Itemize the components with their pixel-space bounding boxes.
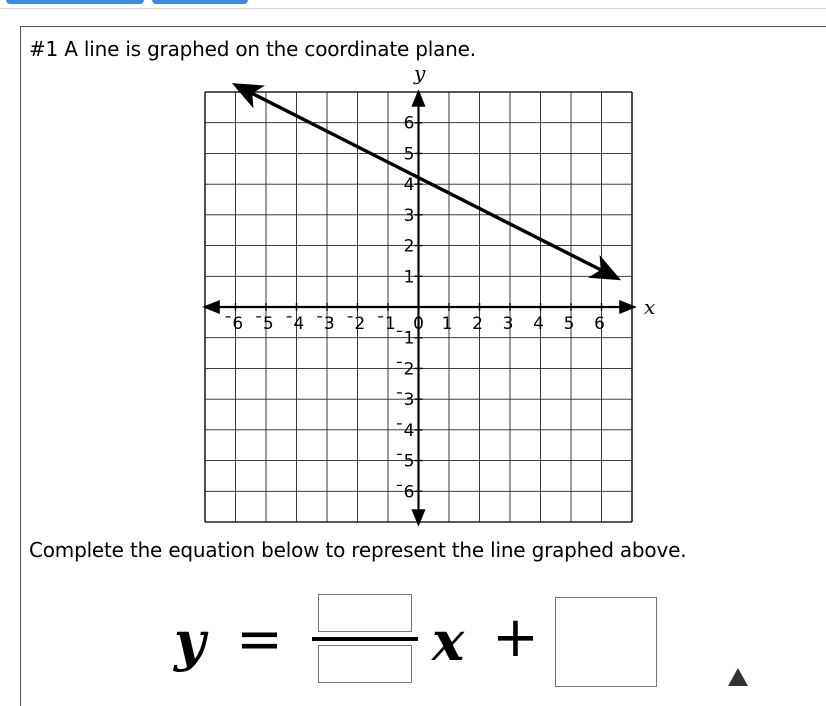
equation — [0, 590, 826, 686]
equation-variable: x — [432, 609, 465, 673]
x-tick-label: ¯5 — [254, 314, 274, 334]
x-tick-label: 5 — [563, 314, 575, 334]
y-tick-label: ¯1 — [395, 328, 415, 349]
instruction-text: Complete the equation below to represent the line graphed above. — [29, 538, 687, 562]
y-tick-label: ¯3 — [395, 390, 415, 411]
question-prompt: #1 A line is graphed on the coordinate plane. — [29, 37, 476, 61]
y-intercept-box[interactable] — [555, 597, 657, 687]
x-axis-label: x — [644, 295, 656, 319]
y-tick-label: 6 — [403, 113, 415, 134]
equation-lhs: y — [174, 609, 206, 673]
y-axis-label: y — [414, 61, 426, 85]
x-tick-label: 6 — [594, 314, 605, 334]
x-tick-label: 3 — [502, 314, 514, 334]
y-tick-label: ¯2 — [395, 359, 415, 380]
fraction-bar — [312, 637, 418, 641]
x-tick-label: 1 — [441, 314, 453, 334]
slope-denominator-box[interactable] — [318, 645, 412, 683]
equals-sign: = — [236, 607, 283, 672]
x-tick-label: 2 — [472, 314, 483, 334]
plus-sign: + — [492, 605, 539, 670]
axes — [211, 98, 628, 518]
y-tick-label: 2 — [403, 236, 415, 257]
y-tick-label: 1 — [403, 267, 415, 288]
x-tick-label: ¯6 — [223, 314, 244, 334]
x-tick-label: ¯3 — [315, 314, 335, 334]
x-tick-label: ¯2 — [345, 314, 366, 334]
y-tick-label: 4 — [403, 175, 415, 196]
slope-numerator-box[interactable] — [318, 594, 412, 632]
y-tick-label: ¯4 — [395, 420, 415, 441]
y-tick-label: ¯6 — [395, 482, 415, 503]
y-tick-label: ¯5 — [395, 451, 415, 472]
x-tick-label: ¯1 — [376, 314, 396, 334]
x-tick-label: 0 — [413, 314, 424, 334]
y-tick-label: 5 — [403, 144, 415, 165]
x-tick-label: 4 — [533, 314, 544, 334]
y-tick-label: 3 — [403, 205, 415, 226]
pointer-icon — [728, 668, 748, 686]
x-tick-label: ¯4 — [284, 314, 305, 334]
